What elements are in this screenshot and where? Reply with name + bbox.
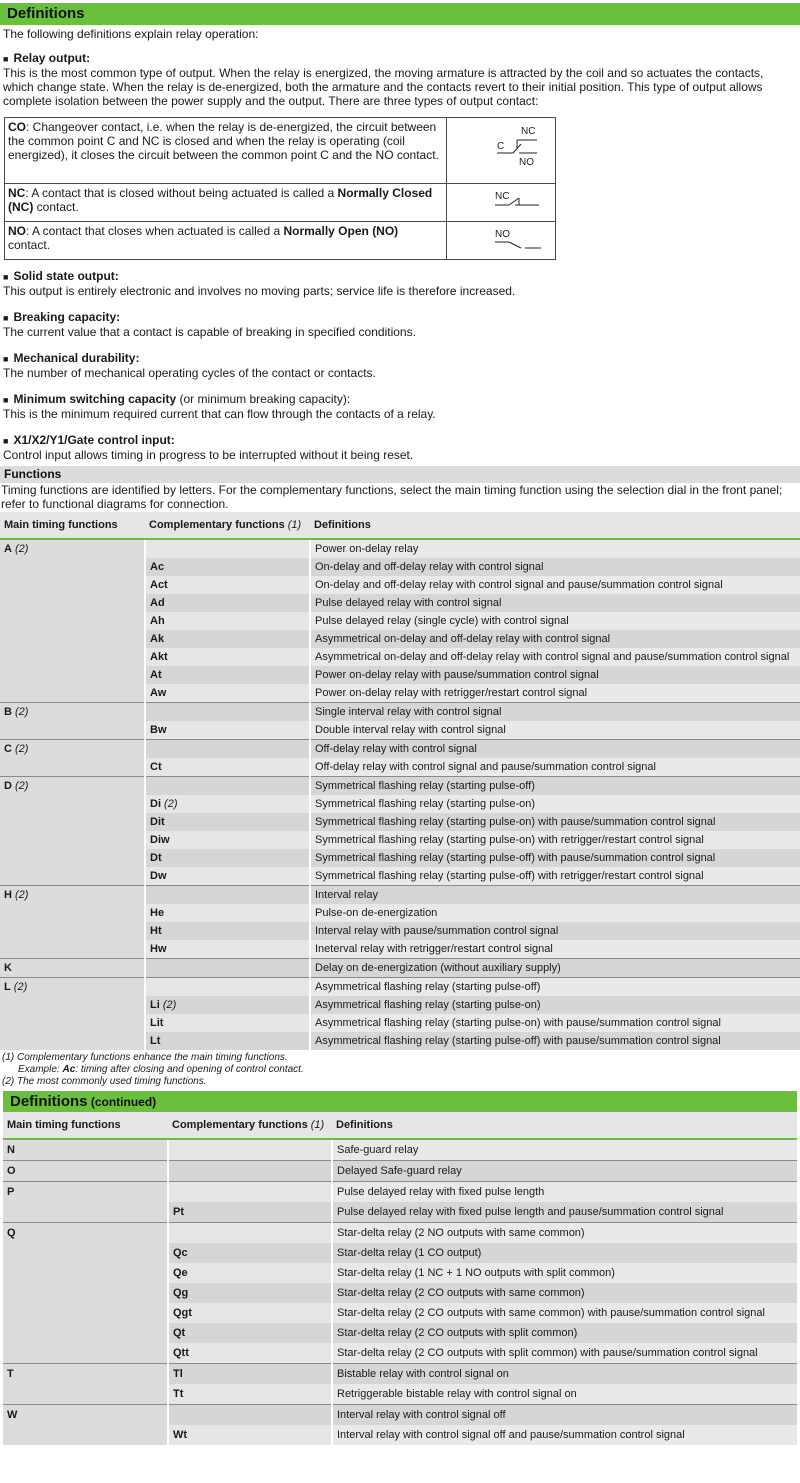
contact-row-co — [5, 118, 556, 184]
bullet-square-icon: ■ — [3, 354, 9, 364]
complementary-function-cell — [145, 978, 310, 997]
column-header-def: Definitions — [310, 512, 800, 539]
table-row — [3, 1223, 797, 1244]
functions-table-header — [0, 512, 800, 539]
continued-title: Definitions — [10, 1093, 88, 1110]
table-row — [0, 777, 800, 796]
complementary-function-cell: Li (2) — [145, 996, 310, 1014]
complementary-function-cell: Dt — [145, 849, 310, 867]
complementary-function-cell: Diw — [145, 831, 310, 849]
complementary-function-cell — [168, 1223, 332, 1244]
relay-output-section — [0, 51, 800, 108]
complementary-function-cell — [145, 539, 310, 558]
definition-section — [0, 392, 800, 421]
definition-cell: Asymmetrical flashing relay (starting pulse-off) — [310, 978, 800, 997]
complementary-function-cell: Lit — [145, 1014, 310, 1032]
complementary-function-cell — [145, 959, 310, 978]
complementary-function-cell: Tl — [168, 1364, 332, 1385]
complementary-function-cell: Qe — [168, 1263, 332, 1283]
main-function-cell: W — [3, 1405, 168, 1446]
complementary-function-cell: Akt — [145, 648, 310, 666]
definitions-intro: The following definitions explain relay operation: — [3, 27, 259, 41]
main-function-cell: H (2) — [0, 886, 145, 959]
definition-cell: Interval relay with control signal off and pause/summation control signal — [332, 1425, 797, 1445]
table-row — [0, 959, 800, 978]
main-function-cell: N — [3, 1139, 168, 1161]
definition-cell: Off-delay relay with control signal — [310, 740, 800, 759]
complementary-function-cell — [145, 886, 310, 905]
definition-section — [0, 310, 800, 339]
complementary-function-cell: Qc — [168, 1243, 332, 1263]
definition-cell: On-delay and off-delay relay with control signal — [310, 558, 800, 576]
definition-cell: Symmetrical flashing relay (starting pulse-off) with retrigger/restart control signal — [310, 867, 800, 886]
table-row — [3, 1405, 797, 1426]
functions-header — [0, 466, 800, 483]
column-header-comp: Complementary functions (1) — [145, 512, 310, 539]
continued-header — [3, 1091, 797, 1112]
definition-cell: Star-delta relay (2 NO outputs with same common) — [332, 1223, 797, 1244]
definition-cell: On-delay and off-delay relay with control signal and pause/summation control signal — [310, 576, 800, 594]
table-row — [3, 1139, 797, 1161]
complementary-function-cell: Qg — [168, 1283, 332, 1303]
functions-table-body — [0, 539, 800, 1050]
definitions-header — [0, 3, 800, 25]
bullet-square-icon: ■ — [3, 54, 9, 64]
svg-text:NC: NC — [495, 191, 510, 202]
definition-cell: Asymmetrical flashing relay (starting pulse-off) with pause/summation control signal — [310, 1032, 800, 1050]
complementary-function-cell: Ct — [145, 758, 310, 777]
contact-nc-description: NC: A contact that is closed without being actuated is called a Normally Closed (NC) contact. — [5, 184, 447, 222]
definition-cell: Pulse-on de-energization — [310, 904, 800, 922]
complementary-function-cell: Tt — [168, 1384, 332, 1405]
section-text: The current value that a contact is capable of breaking in specified conditions. — [3, 325, 416, 339]
column-header-comp: Complementary functions (1) — [168, 1112, 332, 1139]
section-title: ■ Minimum switching capacity (or minimum breaking capacity): — [3, 392, 351, 406]
complementary-function-cell: Dit — [145, 813, 310, 831]
table-row — [0, 886, 800, 905]
main-function-cell: T — [3, 1364, 168, 1405]
complementary-function-cell: Qt — [168, 1323, 332, 1343]
no-symbol-icon — [447, 222, 555, 256]
footnote-2: (2) The most commonly used timing functions. — [2, 1076, 207, 1087]
bullet-square-icon: ■ — [3, 272, 9, 282]
definition-cell: Asymmetrical on-delay and off-delay relay with control signal and pause/summation control signal — [310, 648, 800, 666]
table-row — [0, 703, 800, 722]
complementary-function-cell: Ak — [145, 630, 310, 648]
section-text: The number of mechanical operating cycles of the contact or contacts. — [3, 366, 376, 380]
definition-cell: Pulse delayed relay with control signal — [310, 594, 800, 612]
definition-section — [0, 269, 800, 298]
section-text: Control input allows timing in progress to be interrupted without it being reset. — [3, 448, 414, 462]
nc-symbol-icon — [447, 184, 555, 218]
definition-cell: Interval relay with control signal off — [332, 1405, 797, 1426]
definition-cell: Symmetrical flashing relay (starting pulse-off) — [310, 777, 800, 796]
definition-cell: Symmetrical flashing relay (starting pulse-off) with pause/summation control signal — [310, 849, 800, 867]
table-row — [3, 1364, 797, 1385]
definition-cell: Double interval relay with control signal — [310, 721, 800, 740]
definition-cell: Safe-guard relay — [332, 1139, 797, 1161]
complementary-function-cell: Wt — [168, 1425, 332, 1445]
definition-cell: Power on-delay relay with pause/summation control signal — [310, 666, 800, 684]
definition-section — [0, 433, 800, 462]
complementary-function-cell — [168, 1161, 332, 1182]
main-function-cell: P — [3, 1182, 168, 1223]
definition-cell: Retriggerable bistable relay with control signal on — [332, 1384, 797, 1405]
column-header-def: Definitions — [332, 1112, 797, 1139]
table-row — [0, 539, 800, 558]
section-text: This is the minimum required current that can flow through the contacts of a relay. — [3, 407, 436, 421]
complementary-function-cell: Ht — [145, 922, 310, 940]
section-title: ■ Mechanical durability: — [3, 351, 140, 365]
functions-table — [0, 512, 800, 1050]
definition-cell: Symmetrical flashing relay (starting pulse-on) — [310, 795, 800, 813]
complementary-function-cell: Act — [145, 576, 310, 594]
main-function-cell: A (2) — [0, 539, 145, 703]
complementary-function-cell: Ad — [145, 594, 310, 612]
complementary-function-cell — [145, 703, 310, 722]
main-function-cell: C (2) — [0, 740, 145, 777]
section-title: ■ X1/X2/Y1/Gate control input: — [3, 433, 175, 447]
definition-cell: Asymmetrical on-delay and off-delay relay with control signal — [310, 630, 800, 648]
complementary-function-cell — [145, 740, 310, 759]
footnotes — [0, 1052, 800, 1088]
definition-sections — [0, 269, 800, 462]
svg-text:NO: NO — [495, 229, 510, 240]
contact-co-description: CO: Changeover contact, i.e. when the relay is de-energized, the circuit between the common point C and NC is closed and when the relay is operating (coil energized), it closes the circuit between the common point C and the NO contact. — [5, 118, 447, 184]
complementary-function-cell: Ac — [145, 558, 310, 576]
relay-output-text: This is the most common type of output. When the relay is energized, the moving armature is attracted by the coil and so actuates the contacts, which change state. When the relay is de-energized, both the armature and the contacts revert to their initial position. This type of output allows complete isolation between the power supply and the output. There are three types of output contact: — [3, 66, 764, 108]
definition-cell: Delayed Safe-guard relay — [332, 1161, 797, 1182]
definitions-title: Definitions — [7, 5, 85, 22]
complementary-function-cell: Hw — [145, 940, 310, 959]
definition-cell: Symmetrical flashing relay (starting pulse-on) with pause/summation control signal — [310, 813, 800, 831]
bullet-square-icon: ■ — [3, 395, 9, 405]
definition-cell: Star-delta relay (2 CO outputs with split common) — [332, 1323, 797, 1343]
continued-table-header — [3, 1112, 797, 1139]
column-header-main: Main timing functions — [0, 512, 145, 539]
changeover-symbol-icon — [447, 118, 555, 180]
complementary-function-cell — [145, 777, 310, 796]
normally-closed-contact-symbol — [447, 184, 556, 222]
complementary-function-cell: At — [145, 666, 310, 684]
definition-cell: Power on-delay relay with retrigger/restart control signal — [310, 684, 800, 703]
svg-text:NC: NC — [521, 126, 536, 137]
main-function-cell: D (2) — [0, 777, 145, 886]
complementary-function-cell: Aw — [145, 684, 310, 703]
complementary-function-cell — [168, 1182, 332, 1203]
contact-row-nc — [5, 184, 556, 222]
svg-text:C: C — [497, 141, 505, 152]
main-function-cell: B (2) — [0, 703, 145, 740]
svg-text:NO: NO — [519, 157, 534, 168]
definition-cell: Star-delta relay (1 CO output) — [332, 1243, 797, 1263]
section-title: ■ Breaking capacity: — [3, 310, 121, 324]
complementary-function-cell — [168, 1139, 332, 1161]
complementary-function-cell: Qtt — [168, 1343, 332, 1364]
definition-cell: Single interval relay with control signal — [310, 703, 800, 722]
contact-types-table — [4, 117, 556, 260]
complementary-function-cell: Pt — [168, 1202, 332, 1223]
definition-cell: Ineterval relay with retrigger/restart control signal — [310, 940, 800, 959]
definition-cell: Star-delta relay (2 CO outputs with split common) with pause/summation control signal — [332, 1343, 797, 1364]
definition-cell: Power on-delay relay — [310, 539, 800, 558]
continued-table — [3, 1112, 797, 1445]
contact-no-description: NO: A contact that closes when actuated is called a Normally Open (NO) contact. — [5, 222, 447, 260]
continued-table-body — [3, 1139, 797, 1445]
complementary-function-cell — [168, 1405, 332, 1426]
footnote-1: (1) Complementary functions enhance the main timing functions. — [2, 1052, 288, 1063]
definition-cell: Interval relay with pause/summation control signal — [310, 922, 800, 940]
changeover-contact-symbol — [447, 118, 556, 184]
main-function-cell: O — [3, 1161, 168, 1182]
catalog-page — [0, 3, 800, 1483]
definition-cell: Bistable relay with control signal on — [332, 1364, 797, 1385]
definition-cell: Star-delta relay (2 CO outputs with same common) — [332, 1283, 797, 1303]
complementary-function-cell: Di (2) — [145, 795, 310, 813]
table-row — [3, 1161, 797, 1182]
table-row — [3, 1182, 797, 1203]
bullet-square-icon: ■ — [3, 313, 9, 323]
definition-section — [0, 351, 800, 380]
continued-suffix: (continued) — [87, 1095, 157, 1109]
main-function-cell: K — [0, 959, 145, 978]
complementary-function-cell: He — [145, 904, 310, 922]
definition-cell: Asymmetrical flashing relay (starting pulse-on) with pause/summation control signal — [310, 1014, 800, 1032]
bullet-square-icon: ■ — [3, 436, 9, 446]
complementary-function-cell: Lt — [145, 1032, 310, 1050]
main-function-cell: Q — [3, 1223, 168, 1364]
complementary-function-cell: Bw — [145, 721, 310, 740]
contact-row-no — [5, 222, 556, 260]
functions-intro: Timing functions are identified by letters. For the complementary functions, select the main timing function using the selection dial in the front panel; refer to functional diagrams for connection. — [1, 483, 783, 511]
definition-cell: Symmetrical flashing relay (starting pulse-on) with retrigger/restart control signal — [310, 831, 800, 849]
footnote-example: Example: Ac: timing after closing and opening of control contact. — [18, 1064, 304, 1075]
definition-cell: Off-delay relay with control signal and pause/summation control signal — [310, 758, 800, 777]
section-text: This output is entirely electronic and involves no moving parts; service life is therefore increased. — [3, 284, 516, 298]
definition-cell: Star-delta relay (2 CO outputs with same common) with pause/summation control signal — [332, 1303, 797, 1323]
main-function-cell: L (2) — [0, 978, 145, 1051]
complementary-function-cell: Ah — [145, 612, 310, 630]
definition-cell: Pulse delayed relay (single cycle) with control signal — [310, 612, 800, 630]
table-row — [0, 978, 800, 997]
definition-cell: Pulse delayed relay with fixed pulse length — [332, 1182, 797, 1203]
definition-cell: Pulse delayed relay with fixed pulse length and pause/summation control signal — [332, 1202, 797, 1223]
definition-cell: Interval relay — [310, 886, 800, 905]
normally-open-contact-symbol — [447, 222, 556, 260]
section-title: ■ Solid state output: — [3, 269, 119, 283]
table-row — [0, 740, 800, 759]
column-header-main: Main timing functions — [3, 1112, 168, 1139]
relay-output-title: ■ Relay output: — [3, 51, 91, 65]
definition-cell: Delay on de-energization (without auxiliary supply) — [310, 959, 800, 978]
definition-cell: Star-delta relay (1 NC + 1 NO outputs with split common) — [332, 1263, 797, 1283]
complementary-function-cell: Qgt — [168, 1303, 332, 1323]
complementary-function-cell: Dw — [145, 867, 310, 886]
functions-title: Functions — [4, 467, 62, 481]
definition-cell: Asymmetrical flashing relay (starting pulse-on) — [310, 996, 800, 1014]
